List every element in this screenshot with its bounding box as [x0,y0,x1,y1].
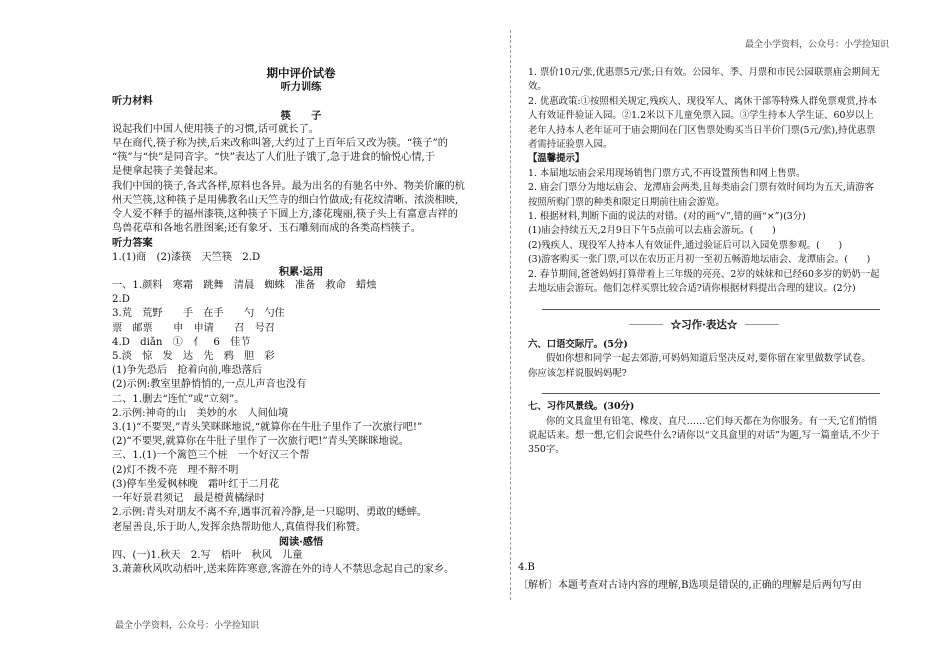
section-6-body: 假如你想和同学一起去郊游,可妈妈知道后坚决反对,要你留在家里做数学试卷。你应该怎样说服妈妈呢? [528,353,871,379]
header-watermark: 最全小学资料，公众号：小学捡知识 [745,40,890,50]
answer-line: 4.D diǎn ① 亻 6 佳节 [112,336,251,348]
answer-label: 听力答案 [112,237,153,250]
story-line: 是便拿起筷子美餐起来。 [112,166,225,178]
footer-watermark: 最全小学资料，公众号：小学捡知识 [115,621,260,631]
story-line: 令人爱不释手的福州漆筷,这种筷子下圆上方,漆花瑰丽,筷子头上有富意吉祥的 [112,209,458,221]
analysis-label: 〔解析〕 [518,580,558,591]
answer-line: 四、(一)1.秋天 2.写 梧叶 秋风 儿童 [112,549,303,561]
answer-line: 2.示例:神奇的山 美妙的水 人间仙境 [112,407,289,419]
analysis [518,576,898,591]
tip-item: 1. 本届地坛庙会采用现场销售门票方式,不再设置预售和网上售票。 [528,167,806,179]
answer-line: (2)“不要哭,就算你在牛肚子里作了一次旅行吧!”青头笑眯眯地说。 [112,436,410,448]
question-1: 1. 根据材料,判断下面的说法的对错。(对的画“√”,错的画“×”)(3分) [528,211,806,223]
writing-section-title: ☆习作·表达☆ [528,318,880,332]
answer-line: (3)停车坐爱枫林晚 霜叶红于二月花 [112,478,280,490]
answer-line: 1.(1)商 (2)漆筷 天竺筷 2.D [112,251,261,263]
answer-line: 2.D [112,294,130,306]
answer-line: 一、1.颜料 寒霜 跳舞 清晨 蜘蛛 准备 救命 蜡烛 [112,280,377,292]
story-line: 鸟兽花草和各地名胜图案;还有象牙、玉石雕刻而成的各类高档筷子。 [112,223,422,235]
answer-line: 5.淡 惊 发 达 先 鸦 胆 彩 [112,351,275,363]
answer-line: (2)示例:教室里静悄悄的,一点儿声音也没有 [112,379,307,391]
section-heading: 阅读·感悟 [278,535,324,548]
answer-line: 3.(1)“不要哭,”青头笑眯眯地说,“就算你在牛肚子里作了一次旅行吧!” [112,422,423,434]
right-column [528,66,880,458]
answer-line: (1)争先恐后 抢着向前,唯恐落后 [112,365,263,377]
story-line: “筷”与“快”是同音字。“快”表达了人们肚子饿了,急于进食的愉悦心情,于 [112,152,435,164]
info-item: 1. 票价10元/张,优惠票5元/张;日有效。公园年、季、月票和市民公园联票庙会期间无效。 [528,67,880,93]
answer-line: 票 邮票 申 申请 召 号召 [112,322,275,334]
answer-line: 3.荒 荒野 手 在手 勺 勺住 [112,308,285,320]
section-6-title: 六、口语交际厅。(5分) [528,338,628,350]
section-7-body: 你的文具盒里有铅笔、橡皮、直尺……它们每天都在为你服务。有一天,它们悄悄说起话来。想一想,它们会说些什么?请你以“文具盒里的对话”为题,写一篇童话,不少于350字。 [528,415,880,456]
question-2: 2. 春节期间,爸爸妈妈打算带着上三年级的亮亮、2岁的妹妹和已经60多岁的奶奶一起去地坛庙会游玩。他们怎样买票比较合适?请你根据材料提出合理的建议。(2分) [528,268,880,295]
question-1-item: (1)庙会持续五天,2月9日下午5点前可以去庙会游玩。( ) [528,225,776,237]
page-title: 期中评价试卷 [266,66,336,80]
answer-line: 二、1.删去“连忙”或“立刻”。 [112,393,245,405]
section-heading: 积累·运用 [278,265,324,278]
answer-line: (2)灯不拨不亮 理不辩不明 [112,464,239,476]
question-1-item: (3)游客购买一张门票,可以在农历正月初一至初五畅游地坛庙会、龙潭庙会。( ) [528,254,871,266]
subtitle: 听力训练 [280,81,322,94]
column-divider [510,30,511,600]
answer-4: 4.B [518,562,535,573]
tip-item: 2. 庙会门票分为地坛庙会、龙潭庙会两类,且每类庙会门票有效时间均为五天,请游客按照所购门票的种类和限定日期前往庙会游览。 [528,182,875,208]
story-line: 早在商代,筷子称为挟,后来改称叫箸,大约过了上百年后又改为筷。“筷子”的 [112,138,448,150]
left-column [112,66,490,577]
answer-line: 3.萧萧秋风吹动梧叶,送来阵阵寒意,客游在外的诗人不禁思念起自己的家乡。 [112,564,455,576]
analysis-text: 本题考查对古诗内容的理解,B选项是错误的,正确的理解是后两句写由 [558,580,862,591]
answer-line: 老屋善良,乐于助人,发挥余热帮助他人,真值得我们称赞。 [112,521,367,533]
story-title: 筷 子 [280,109,322,122]
story-line: 州天竺筷,这种筷子是用佛教名山天竺寺的细白竹做成;有花纹清晰、浓淡相映, [112,194,459,206]
tips-label: 【温馨提示】 [528,153,585,165]
section-7-title: 七、习作风景线。(30分) [528,401,635,413]
info-item: 2. 优惠政策:①按照相关规定,残疾人、现役军人、离休干部等特殊人群免票观赏,持本人有效证件验证入园。②1.2米以下儿童免票入园。③学生持本人学生证、60岁以上老年人持本人老年证可于庙会期间在门区售票处购买当日半价门票(5元/张),持优惠票者需持证验票入园。 [528,95,878,151]
answer-line: 一年好景君须记 最是橙黄橘绿时 [112,493,265,505]
answer-line: 2.示例:青头对朋友不离不弃,遇事沉着冷静,是一只聪明、勇敢的蟋蟀。 [112,507,428,519]
question-1-item: (2)残疾人、现役军人持本人有效证件,通过验证后可以入园免票参观。( ) [528,239,843,251]
answer-line-blank [542,381,880,394]
story-line: 我们中国的筷子,各式各样,原料也各异。最为出名的有驰名中外、物美价廉的杭 [112,180,465,192]
material-label: 听力材料 [112,95,153,108]
story-paragraph: 说起我们中国人使用筷子的习惯,话可就长了。 [112,123,319,135]
answer-line-blank [542,297,880,310]
answer-line: 三、1.(1)一个篱笆三个桩 一个好汉三个帮 [112,450,310,462]
